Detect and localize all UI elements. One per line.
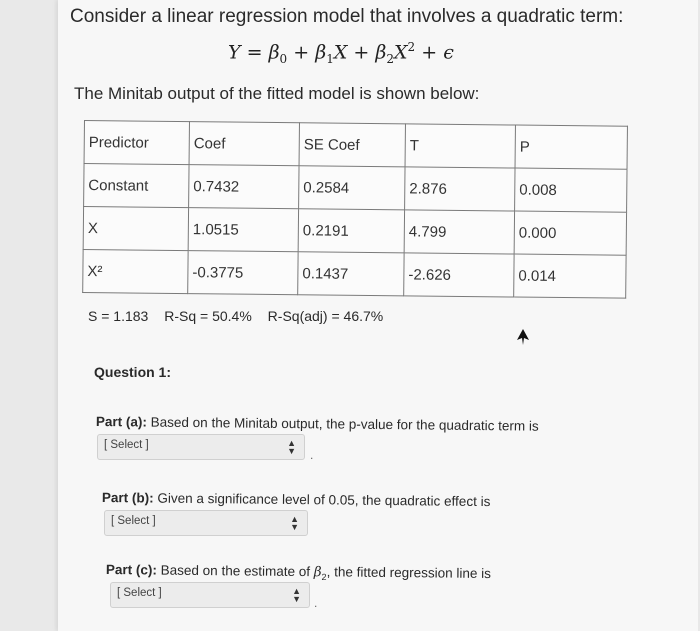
table-cell: 0.7432: [189, 165, 299, 209]
r-sq-value: R-Sq = 50.4%: [164, 308, 252, 324]
table-row: [84, 164, 627, 213]
table-row: [83, 249, 626, 298]
intro-text: Consider a linear regression model that involves a quadratic term:: [70, 6, 624, 27]
mouse-cursor-icon: [516, 328, 530, 346]
table-header-cell: SE Coef: [299, 123, 405, 167]
part-c-prompt: Part (c): Based on the estimate of $\beta_2$, the fitted regression line is: [105, 562, 492, 582]
part-a-select[interactable]: [ Select ] ▲ ▼: [97, 434, 305, 460]
table-cell: 0.1437: [298, 252, 404, 296]
table-header-cell: P: [515, 125, 627, 169]
table-header-cell: T: [405, 124, 515, 168]
table-cell: Constant: [84, 164, 189, 208]
table-cell: X²: [83, 249, 188, 293]
table-cell: -2.626: [404, 253, 514, 297]
part-c-period: .: [314, 596, 318, 610]
table-header-row: [84, 121, 627, 170]
r-sq-adj-value: R-Sq(adj) = 46.7%: [267, 308, 384, 324]
table-cell: 0.014: [514, 254, 626, 298]
select-arrows-icon: ▲ ▼: [287, 438, 296, 456]
part-a-prompt: Part (a): Based on the Minitab output, the p-value for the quadratic term is: [95, 414, 539, 434]
part-b-select[interactable]: [ Select ] ▲ ▼: [104, 510, 308, 536]
table-cell: -0.3775: [188, 251, 298, 295]
minitab-output-table: [82, 120, 628, 299]
select-arrows-icon: ▲ ▼: [292, 586, 301, 604]
table-cell: 1.0515: [188, 208, 298, 252]
table-cell: 0.2584: [299, 166, 405, 210]
table-header-cell: Coef: [189, 122, 299, 166]
minitab-caption: The Minitab output of the fitted model is shown below:: [74, 84, 480, 103]
part-c-select[interactable]: [ Select ] ▲ ▼: [110, 582, 310, 608]
regression-equation: $Y = \beta_0 + \beta_1X + \beta_2X^2 + \epsilon$: [228, 40, 454, 67]
table-cell: 2.876: [405, 167, 515, 211]
table-cell: 0.2191: [298, 209, 404, 253]
question-title: Question 1:: [94, 364, 172, 380]
part-a-period: .: [310, 448, 314, 462]
table-cell: 4.799: [404, 210, 514, 254]
s-value: S = 1.183: [88, 308, 149, 324]
select-arrows-icon: ▲ ▼: [290, 514, 299, 532]
table-header-cell: Predictor: [84, 121, 189, 165]
table-row: [83, 207, 626, 256]
model-summary-stats: [88, 308, 395, 324]
table-cell: X: [83, 207, 188, 251]
table-cell: 0.000: [514, 211, 626, 255]
part-b-prompt: Part (b): Given a significance level of 0.05, the quadratic effect is: [101, 490, 491, 510]
table-cell: 0.008: [515, 168, 627, 212]
